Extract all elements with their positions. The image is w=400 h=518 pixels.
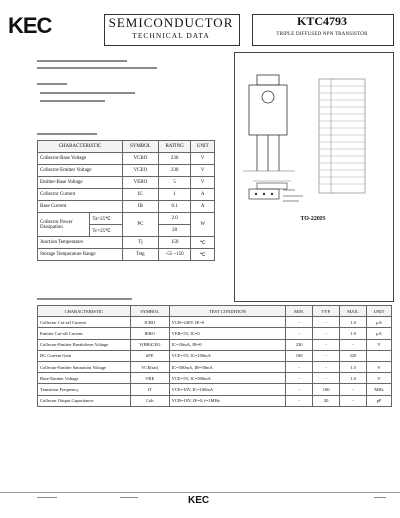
- cell: Cob: [130, 395, 169, 406]
- part-number: KTC4793: [296, 14, 347, 28]
- column-header: TEST CONDITION: [169, 306, 286, 317]
- cell: Transition Frequency: [38, 384, 131, 395]
- column-header: CHARACTERISTIC: [38, 306, 131, 317]
- cell: Emitter-Base Voltage: [38, 177, 123, 189]
- cell: -: [286, 384, 313, 395]
- cell: pF: [366, 395, 391, 406]
- cell: Junction Temperature: [38, 237, 123, 249]
- table-header-row: [38, 141, 215, 153]
- maximum-ratings-table: [37, 140, 215, 261]
- cell: Collector-Emitter Breakdown Voltage: [38, 339, 131, 350]
- footer-page-line: [374, 497, 386, 498]
- cell: 320: [340, 350, 367, 361]
- footer-divider: [0, 492, 400, 493]
- header-title: SEMICONDUCTOR: [108, 15, 234, 30]
- cell: -: [286, 317, 313, 328]
- power-label-2: Dissipation: [40, 224, 63, 230]
- cell: [366, 350, 391, 361]
- cell: VCBO: [122, 153, 158, 165]
- kec-logo: KEC: [8, 13, 52, 38]
- cell: V: [366, 361, 391, 372]
- cell: A: [191, 201, 215, 213]
- table-row: [38, 350, 392, 361]
- table-row: [38, 201, 215, 213]
- cell: Tj: [122, 237, 158, 249]
- table-row: [38, 153, 215, 165]
- cell: Collector Current: [38, 189, 123, 201]
- column-header: MIN.: [286, 306, 313, 317]
- max-ratings-heading-line: [37, 133, 97, 135]
- cell: 1.0: [340, 328, 367, 339]
- footer-revision-line: [120, 497, 138, 498]
- column-header: UNIT: [366, 306, 391, 317]
- cell: [38, 213, 90, 237]
- column-header: SYMBOL: [122, 141, 158, 153]
- application-line: [37, 60, 127, 62]
- cell: -: [313, 339, 340, 350]
- part-type: TRIPLE DIFFUSED NPN TRANSISTOR: [276, 32, 368, 37]
- cell: 230: [158, 165, 190, 177]
- cell: V: [191, 177, 215, 189]
- cell: Collector-Base Voltage: [38, 153, 123, 165]
- table-row: [38, 165, 215, 177]
- cell: 5: [158, 177, 190, 189]
- table-row: [38, 395, 392, 406]
- cell: VCE=5V, IC=100mA: [169, 350, 286, 361]
- feature-line: [40, 92, 135, 94]
- cell: -55 ~150: [158, 249, 190, 261]
- cell: 20: [313, 395, 340, 406]
- application-line: [37, 67, 157, 69]
- cell: 100: [313, 384, 340, 395]
- table-row: [38, 213, 215, 225]
- cell: V: [191, 165, 215, 177]
- cell: Base Current: [38, 201, 123, 213]
- table-row: [38, 328, 392, 339]
- feature-line: [40, 100, 105, 102]
- cell: hFE: [130, 350, 169, 361]
- cell: Base-Emitter Voltage: [38, 373, 131, 384]
- column-header: TYP.: [313, 306, 340, 317]
- table-row: [38, 237, 215, 249]
- cell: Collector-Emitter Voltage: [38, 165, 123, 177]
- cell: 0.1: [158, 201, 190, 213]
- cell: 230: [286, 339, 313, 350]
- cell: IC=10mA, IB=0: [169, 339, 286, 350]
- cell: V: [191, 153, 215, 165]
- table-row: [38, 339, 392, 350]
- column-header: RATING: [158, 141, 190, 153]
- cell: 1: [158, 189, 190, 201]
- cell: 1.0: [340, 317, 367, 328]
- cell: W: [191, 213, 215, 237]
- table-row: [38, 189, 215, 201]
- table-row: [38, 177, 215, 189]
- table-row: [38, 373, 392, 384]
- footer-kec-logo: KEC: [188, 495, 210, 506]
- cell: 20: [158, 225, 190, 237]
- table-row: [38, 384, 392, 395]
- column-header: SYMBOL: [130, 306, 169, 317]
- cell: V: [366, 339, 391, 350]
- cell: 150: [158, 237, 190, 249]
- cell: VCE=10V, IC=100mA: [169, 384, 286, 395]
- cell: -: [286, 328, 313, 339]
- cell: -: [286, 373, 313, 384]
- power-label-1: Collector Power: [40, 219, 73, 225]
- package-drawing: [234, 52, 394, 302]
- cell: -: [313, 361, 340, 372]
- cell: -: [313, 350, 340, 361]
- cell: MHz: [366, 384, 391, 395]
- cell: VCB=10V, IE=0, f=1MHz: [169, 395, 286, 406]
- cell: -: [340, 339, 367, 350]
- cell: -: [313, 373, 340, 384]
- cell: IC: [122, 189, 158, 201]
- cell: ICBO: [130, 317, 169, 328]
- cell: A: [191, 189, 215, 201]
- table-row: [38, 317, 392, 328]
- package-label: TO-220IS: [300, 216, 326, 222]
- table-row: [38, 361, 392, 372]
- cell: -: [313, 317, 340, 328]
- table-header-row: [38, 306, 392, 317]
- cell: 100: [286, 350, 313, 361]
- cell: DC Current Gain: [38, 350, 131, 361]
- cell: ℃: [191, 249, 215, 261]
- cell: VBE: [130, 373, 169, 384]
- cell: -: [313, 328, 340, 339]
- cell: Collector Output Capacitance: [38, 395, 131, 406]
- cell: VCB=230V, IE=0: [169, 317, 286, 328]
- cell: VCEO: [122, 165, 158, 177]
- cell: 2.0: [158, 213, 190, 225]
- cell: PC: [122, 213, 158, 237]
- cell: Collector Cut-off Current: [38, 317, 131, 328]
- cell: Tstg: [122, 249, 158, 261]
- cell: -: [340, 395, 367, 406]
- cell: Collector-Emitter Saturation Voltage: [38, 361, 131, 372]
- cell: VEBO: [122, 177, 158, 189]
- cell: VEB=5V, IC=0: [169, 328, 286, 339]
- cell: V: [366, 373, 391, 384]
- cell: VCE(sat): [130, 361, 169, 372]
- cell: IEBO: [130, 328, 169, 339]
- cell: -: [286, 395, 313, 406]
- footer-date-line: [37, 497, 57, 498]
- cell: Ta=25℃: [90, 213, 123, 225]
- cell: IC=500mA, IB=50mA: [169, 361, 286, 372]
- cell: fT: [130, 384, 169, 395]
- column-header: CHARACTERISTIC: [38, 141, 123, 153]
- cell: μA: [366, 328, 391, 339]
- header-subtitle: TECHNICAL DATA: [132, 31, 210, 40]
- column-header: UNIT: [191, 141, 215, 153]
- cell: Storage Temperature Range: [38, 249, 123, 261]
- electrical-heading-line: [37, 298, 132, 300]
- cell: 230: [158, 153, 190, 165]
- cell: 1.5: [340, 361, 367, 372]
- table-row: [38, 249, 215, 261]
- electrical-characteristics-table: [37, 305, 392, 407]
- cell: VCE=5V, IC=500mA: [169, 373, 286, 384]
- cell: μA: [366, 317, 391, 328]
- cell: V(BR)CEO: [130, 339, 169, 350]
- cell: Emitter Cut-off Current: [38, 328, 131, 339]
- cell: -: [286, 361, 313, 372]
- cell: IB: [122, 201, 158, 213]
- cell: 1.0: [340, 373, 367, 384]
- features-heading-line: [37, 83, 67, 85]
- package-outline-drawing: [235, 53, 393, 301]
- cell: -: [340, 384, 367, 395]
- cell: ℃: [191, 237, 215, 249]
- cell: Tc=25℃: [90, 225, 123, 237]
- column-header: MAX.: [340, 306, 367, 317]
